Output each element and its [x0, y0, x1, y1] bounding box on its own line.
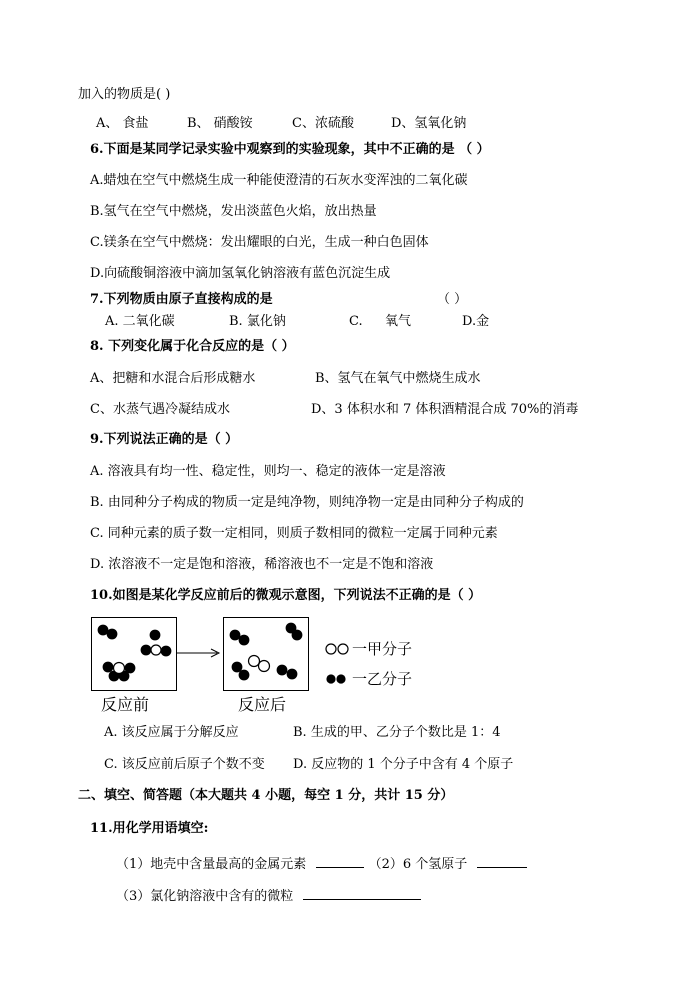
q11-item2-blank[interactable] — [477, 853, 527, 868]
reaction-before-molecules — [92, 618, 176, 690]
black-atom — [150, 630, 160, 640]
q6-option-b: B.氢气在空气中燃烧，发出淡蓝色火焰，放出热量 — [90, 204, 377, 219]
black-atom — [107, 629, 117, 639]
q9-option-c: C. 同种元素的质子数一定相同，则质子数相同的微粒一定属于同种元素 — [90, 526, 498, 541]
q7-paren: （ ） — [437, 292, 468, 307]
white-atom — [151, 645, 161, 655]
q9-option-d: D. 浓溶液不一定是饱和溶液，稀溶液也不一定是不饱和溶液 — [90, 557, 434, 572]
legend-jia: 一甲分子 — [352, 640, 413, 658]
legend-white-molecule-icon — [324, 642, 352, 656]
reaction-arrow-icon — [177, 647, 223, 659]
q10-option-c: C. 该反应前后原子个数不变 — [104, 757, 265, 772]
q11-stem: 11.用化学用语填空: — [90, 821, 209, 836]
q11-item1 — [116, 853, 527, 874]
q6-option-a: A.蜡烛在空气中燃烧生成一种能使澄清的石灰水变浑浊的二氧化碳 — [90, 173, 468, 188]
q7-option-a: A. 二氧化碳 — [105, 314, 175, 329]
q7-stem: 7.下列物质由原子直接构成的是 — [90, 292, 273, 307]
q11-item3-label: （3）氯化钠溶液中含有的微粒 — [116, 889, 294, 904]
q6-option-d: D.向硫酸铜溶液中滴加氢氧化钠溶液有蓝色沉淀生成 — [90, 266, 391, 281]
white-atom — [249, 656, 260, 667]
reaction-before-box — [91, 617, 177, 691]
q11-item1-blank[interactable] — [316, 853, 364, 868]
q5-option-a: A、 食盐 — [96, 116, 149, 131]
black-atom — [98, 625, 108, 635]
after-label: 反应后 — [238, 695, 287, 714]
q7-option-d: D.金 — [462, 314, 490, 329]
q9-option-b: B. 由同种分子构成的物质一定是纯净物，则纯净物一定是由同种分子构成的 — [90, 495, 524, 510]
q8-option-b: B、氢气在氧气中燃烧生成水 — [315, 371, 481, 386]
q9-option-a: A. 溶液具有均一性、稳定性，则均一、稳定的液体一定是溶液 — [90, 464, 446, 479]
black-atom — [230, 630, 240, 640]
black-atom — [292, 630, 302, 640]
reaction-after-box — [223, 617, 309, 691]
black-atom — [161, 646, 171, 656]
white-atom — [114, 663, 125, 674]
q10-option-d: D. 反应物的 1 个分子中含有 4 个原子 — [293, 757, 514, 772]
black-atom — [141, 645, 151, 655]
q5-stem: 加入的物质是( ) — [78, 87, 171, 102]
black-atom — [277, 665, 287, 675]
q8-option-d: D、3 体积水和 7 体积酒精混合成 70%的消毒 — [311, 402, 579, 417]
q10-stem: 10.如图是某化学反应前后的微观示意图，下列说法不正确的是（ ） — [90, 588, 482, 603]
q7-option-b: B. 氯化钠 — [229, 314, 286, 329]
q11-item1-label: （1）地壳中含量最高的金属元素 — [116, 857, 307, 872]
q9-stem: 9.下列说法正确的是（ ） — [90, 432, 239, 447]
q7-option-c-letter: C. — [349, 314, 363, 329]
legend-black-molecule-icon — [324, 672, 352, 686]
black-atom — [103, 662, 113, 672]
q11-item3-blank[interactable] — [303, 885, 421, 900]
q5-option-d: D、氢氧化钠 — [391, 116, 467, 131]
before-label: 反应前 — [101, 695, 150, 714]
section2-title: 二、填空、简答题（本大题共 4 小题，每空 1 分，共计 15 分） — [78, 788, 454, 803]
reaction-after-molecules — [224, 618, 308, 690]
q6-option-c: C.镁条在空气中燃烧：发出耀眼的白光，生成一种白色固体 — [90, 235, 429, 250]
q7-option-c-text: 氧气 — [385, 314, 412, 329]
q10-option-a: A. 该反应属于分解反应 — [104, 725, 239, 740]
legend-yi: 一乙分子 — [352, 670, 413, 688]
q10-option-b: B. 生成的甲、乙分子个数比是 1：4 — [293, 725, 501, 740]
q8-stem: 8. 下列变化属于化合反应的是（ ） — [90, 339, 295, 354]
q5-option-c: C、浓硫酸 — [292, 116, 354, 131]
black-atom — [239, 635, 249, 645]
black-atom — [239, 670, 249, 680]
black-atom — [287, 669, 297, 679]
black-atom — [232, 662, 242, 672]
q8-option-c: C、水蒸气遇冷凝结成水 — [90, 402, 230, 417]
q8-option-a: A、把糖和水混合后形成糖水 — [90, 371, 256, 386]
q5-option-b: B、 硝酸铵 — [187, 116, 253, 131]
white-atom — [259, 661, 270, 672]
q6-stem: 6.下面是某同学记录实验中观察到的实验现象，其中不正确的是 （ ） — [90, 142, 490, 157]
q11-item2-label: （2）6 个氢原子 — [368, 857, 468, 872]
q11-item3 — [116, 885, 421, 906]
